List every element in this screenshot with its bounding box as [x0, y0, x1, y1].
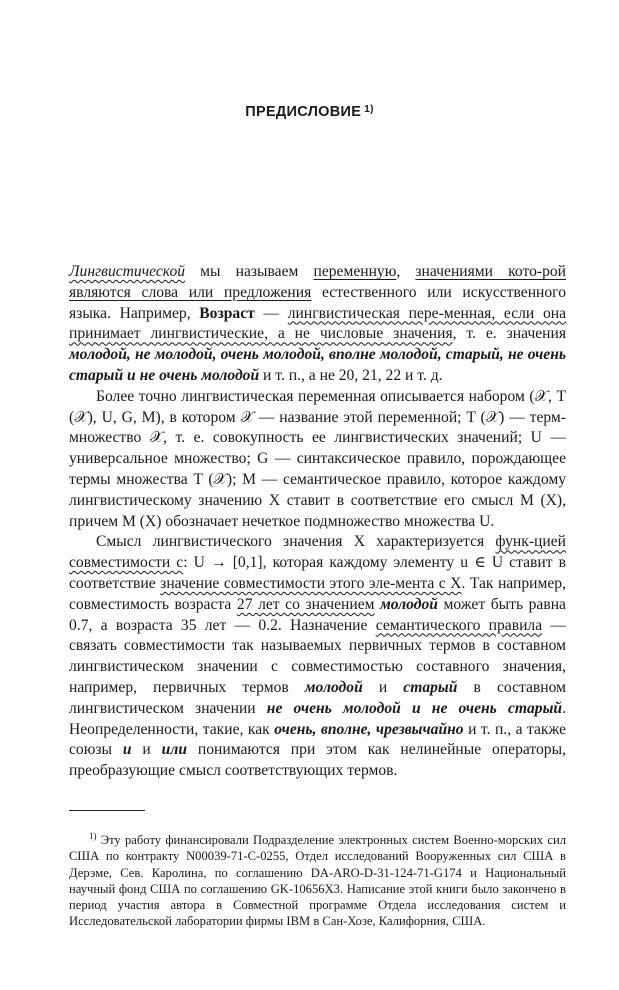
emphasis: очень, вполне, чрезвычайно [274, 720, 464, 738]
footnote-reference: 1) [364, 104, 374, 115]
text-span: — [254, 304, 288, 322]
text-span: : U → [0,1], которая каждому элементу u ∈ U ставит в соответствие [69, 554, 567, 592]
text-span: и [362, 678, 404, 696]
text-span: мы называем [185, 263, 314, 280]
term-age: Возраст [199, 304, 255, 322]
heading-title: ПРЕДИСЛОВИЕ [245, 104, 362, 120]
paragraph-2: Более точно лингвистическая переменная описывается набором (𝒳, T (𝒳), U, G, M), в котором 𝒳 — название этой переменной; T (𝒳) — терм-множество 𝒳, т. е. совокупность ее лингвистических значений; U — универсальное множество; G — синтаксическое правило, порождающее термы множества T (𝒳); M — семантическое правило, которое каждому лингвистическому значению X ставит в соответствие его смысл M (X), причем M (X) обозначает нечеткое подмножество множества U. [69, 387, 566, 530]
text-span: . Неопределенности, такие, как [69, 699, 566, 738]
emphasis: старый [403, 678, 458, 696]
emphasis: не очень молодой и не очень старый [266, 699, 563, 717]
emphasis: и [122, 741, 132, 759]
text-span: , [396, 263, 416, 280]
underlined-text: переменную [313, 263, 397, 280]
text-span: и т. п., а также союзы [69, 720, 567, 759]
text-span: может быть равна 0.7, а возраста 35 лет — 0.2. Назначение [69, 595, 566, 634]
text-span: и [131, 741, 162, 759]
footnote-text: Эту работу финансировали Подразделение электронных систем Военно-морских сил США по контракту N00039-71-C-0255, Отдел исследований Вооруженных сил США в Дерэме, Сев. Каролина, по соглашению DA-ARO-D-31-124-71-G174 и Национальный научный фонд США по соглашению GK-10656X3. Написание этой книги было закончено в период участия автора в Совместной программе Отдела исследования систем и Исследовательской лаборатории фирмы IBM в Сан-Хозе, Калифорния, США. [69, 833, 566, 929]
footnote-divider [69, 810, 145, 811]
term-linguistic: Лингвистической [69, 263, 186, 280]
footnote [69, 828, 566, 929]
example-values: молодой, не молодой, очень молодой, вполне молодой, старый, не очень старый и не очень молодой [69, 346, 566, 384]
page-heading [0, 104, 619, 120]
text-span: , т. е. значения [452, 325, 567, 343]
paragraph-1 [69, 262, 566, 387]
footnote-mark: 1) [89, 831, 97, 841]
text-span: и т. п., а не 20, 21, 22 и т. д. [259, 366, 443, 384]
text-span: — связать совместимости так называемых первичных термов в составном лингвистическом значении с совместимостью составного значения, например, первичных термов [69, 616, 566, 696]
text-span: Смысл лингвистического значения X характеризуется [96, 533, 496, 551]
emphasis: молодой [380, 595, 438, 613]
text-span: . Так например, совместимость возраста [69, 574, 566, 613]
text-span: в составном лингвистическом значении [69, 678, 566, 717]
underlined-text: функ-цией совместимости c [69, 533, 566, 572]
underlined-text: значениями кото-рой являются слова или предложения [69, 263, 567, 301]
text-span: понимаются при этом как нелинейные операторы, преобразующие смысл соответствующих термов. [69, 741, 566, 780]
paragraph-3 [69, 532, 566, 782]
text-span: естественного или искусственного языка. Например, [69, 283, 566, 322]
emphasis: молодой [304, 678, 363, 696]
underlined-text: значение совместимости этого эле-мента с X [160, 574, 462, 592]
preface-text [69, 262, 566, 782]
emphasis: или [161, 741, 188, 759]
underlined-text: 27 лет со значением [236, 595, 375, 613]
underlined-text: лингвистическая пере-менная, если она принимает лингвистические, а не числовые значения [69, 304, 567, 343]
underlined-text: семантического правила [375, 616, 543, 634]
